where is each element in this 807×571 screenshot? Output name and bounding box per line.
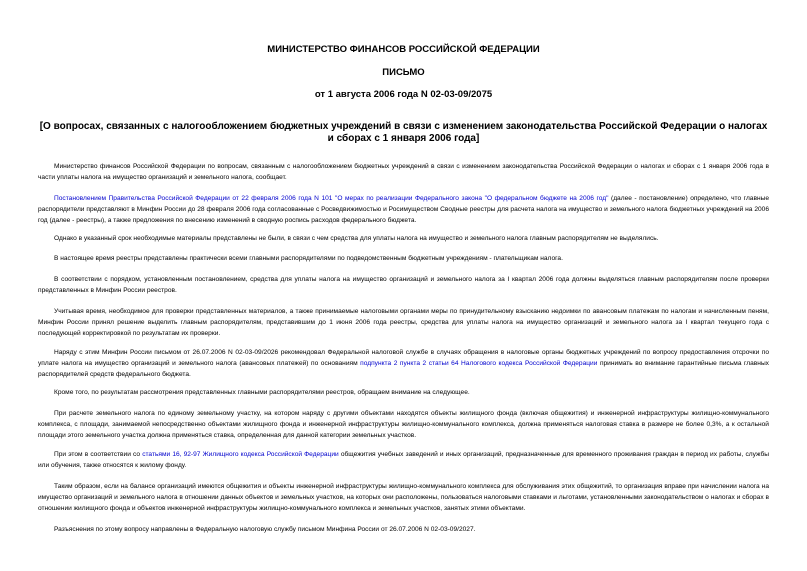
paragraph-7-text-b: принимать во внимание гарантийные письма главных распорядителей средств федерального бюджета. — [38, 360, 769, 379]
paragraph-12: Разъяснения по этому вопросу направлены в Федеральную налоговую службу письмом Минфина России от 26.07.2006 N 02-03-09/2027. — [54, 526, 476, 533]
paragraph-2-text: (далее - постановление) определено, что главные распорядители представляют в Минфин России до 28 февраля 2006 года согласованные с Росведвижимостью и Росимуществом Сводные реестры для расчета налога на имущество и земельного налога бюджетных учреждений на 2006 год (далее - реестры), а также предложения по внесению изменений в сводную роспись расходов федерального бюджета. — [38, 195, 770, 225]
paragraph-10-text-a: При этом в соответствии со — [54, 451, 143, 458]
paragraph-10 — [38, 449, 769, 471]
paragraph-6: Учитывая время, необходимое для проверки представленных материалов, а также принимаемые налоговыми органами меры по принудительному взысканию недоимки по авансовым платежам по налогам и начисленным пеням, Минфин России принял решение выделить главным распорядителям, представившим до 1 июня 2006 года реестры, средства для уплаты налога на имущество организаций и земельного налога за I квартал текущего года с последующей корректировкой по результатам их проверки. — [38, 308, 769, 338]
paragraph-1: Министерство финансов Российской Федерации по вопросам, связанным с налогообложением бюджетных учреждений в связи с изменением законодательства Российской Федерации о налогах и сборах с 1 января 2006 года в части уплаты налога на имущество организаций и земельного налога, сообщает. — [38, 163, 769, 182]
paragraph-4: В настоящее время реестры представлены практически всеми главными распорядителями по подведомственным бюджетным учреждениям - плательщикам налога. — [54, 255, 563, 262]
tax-code-article-64-link[interactable]: подпункта 2 пункта 2 статьи 64 Налогового кодекса Российской Федерации — [360, 360, 598, 368]
paragraph-2 — [38, 193, 769, 227]
housing-code-articles-link[interactable]: статьями 16, 92-97 Жилищного кодекса Российской Федерации — [142, 451, 339, 458]
paragraph-10-text-b: общежития учебных заведений и иных организаций, предназначенные для временного проживания граждан в период их работы, службы или обучения, также относятся к жилому фонду. — [38, 451, 770, 470]
paragraph-7-text-a: Наряду с этим Минфин России письмом от 26.07.2006 N 02-03-09/2026 рекомендовал Федеральной налоговой службе в случаях обращения в налоговые органы бюджетных учреждений по вопросу предоставления отсрочки по уплате налога на имущество организаций и земельного налога (авансовых платежей) по основаниям — [38, 349, 769, 368]
paragraph-7 — [38, 347, 769, 381]
document-type: ПИСЬМО — [382, 67, 425, 78]
paragraph-11: Таким образом, если на балансе организаций имеются общежития и объекты инженерной инфраструктуры жилищно-коммунального комплекса для обслуживания этих общежитий, то организация вправе при начислении налога на имущество организаций и земельного налога в отношении данных объектов и земельных участков, на которых они расположены, пользоваться налоговыми ставками и льготами, установленными законодательством о налогах и сборах в отношении жилищного фонда и объектов инженерной инфраструктуры жилищно-коммунального комплекса и земельных участков, занятых этими объектами. — [38, 483, 769, 513]
paragraph-3: Однако в указанный срок необходимые материалы представлены не были, в связи с чем средства для уплаты налога на имущество и земельного налога главным распорядителям не выделялись. — [54, 235, 659, 242]
document-title: [О вопросах, связанных с налогообложением бюджетных учреждений в связи с изменением законодательства Российской Федерации о налогах и сборах с 1 января 2006 года] — [39, 121, 768, 144]
paragraph-5: В соответствии с порядком, установленным постановлением, средства для уплаты налога на имущество организаций и земельного налога за I квартал 2006 года должны выделяться главным распорядителям после проверки представленных в Минфин России реестров. — [38, 276, 769, 295]
government-decree-link[interactable]: Постановлением Правительства Российской Федерации от 22 февраля 2006 года N 101 "О мерах по реализации Федерального закона "О федеральном бюджете на 2006 год" — [54, 195, 609, 202]
ministry-heading: МИНИСТЕРСТВО ФИНАНСОВ РОССИЙСКОЙ ФЕДЕРАЦИИ — [267, 44, 540, 55]
paragraph-8: Кроме того, по результатам рассмотрения представленных главными распорядителями реестров, обращаем внимание на следующее. — [54, 389, 470, 396]
document-date-number: от 1 августа 2006 года N 02-03-09/2075 — [314, 89, 493, 100]
paragraph-9: При расчете земельного налога по единому земельному участку, на котором наряду с другими объектами находятся объекты жилищного фонда (включая общежития) и инженерной инфраструктуры жилищно-коммунального комплекса, с площади, занимаемой непосредственно объектами жилищного фонда и инженерной инфраструктуры жилищно-коммунального комплекса, должна применяться налоговая ставка в размере не более 0,3%, а к остальной площади этого земельного участка должна применяться ставка, определенная для данной категории земельных участков. — [38, 410, 769, 440]
